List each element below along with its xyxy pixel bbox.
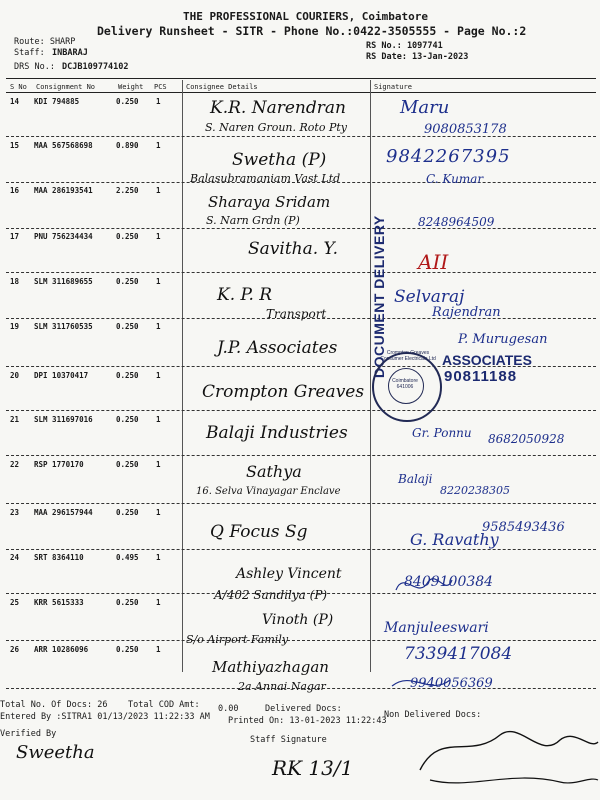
route-label: Route: SHARP	[14, 37, 76, 47]
hw-consignee: 16. Selva Vinayagar Enclave	[196, 486, 341, 497]
col-sno: S No	[10, 83, 27, 91]
row-weight: 0.250	[116, 598, 139, 607]
hw-consignee: Mathiyazhagan	[212, 658, 329, 676]
entered-by: Entered By :SITRA1 01/13/2023 11:22:33 AM	[0, 712, 210, 722]
hw-consignee: A/402 Sandilya (P)	[214, 588, 328, 602]
row-consignment-no: SRT 8364110	[34, 553, 84, 562]
row-sno: 19	[10, 322, 20, 331]
hw-signature: P. Murugesan	[458, 332, 548, 347]
associates-stamp: ASSOCIATES	[442, 352, 532, 368]
row-consignment-no: ARR 10286096	[34, 645, 89, 654]
runsheet-title: Delivery Runsheet - SITR - Phone No.:0422-3505555 - Page No.:2	[97, 24, 527, 38]
total-cod-value: 0.00	[218, 704, 239, 714]
staff-signature-label: Staff Signature	[250, 735, 327, 745]
row-sno: 23	[10, 508, 20, 517]
row-weight: 0.250	[116, 277, 139, 286]
hw-signature: 8220238305	[440, 484, 510, 497]
rs-number: RS No.: 1097741	[366, 41, 443, 51]
row-consignment-no: SLM 311689655	[34, 277, 93, 286]
hw-consignee: Ashley Vincent	[236, 566, 342, 582]
row-weight: 0.250	[116, 645, 139, 654]
row-pcs: 1	[156, 460, 161, 469]
row-weight: 0.250	[116, 232, 139, 241]
hw-consignee: Sathya	[246, 462, 302, 481]
row-pcs: 1	[156, 415, 161, 424]
row-consignment-no: SLM 311760535	[34, 322, 93, 331]
scribble-bottom-right-2	[430, 778, 598, 783]
round-stamp-center-text: Coimbatore 641006	[392, 378, 418, 390]
row-weight: 0.250	[116, 460, 139, 469]
hw-consignee: Vinoth (P)	[262, 612, 334, 628]
row-pcs: 1	[156, 97, 161, 106]
total-docs: Total No. Of Docs: 26	[0, 700, 108, 710]
row-sno: 26	[10, 645, 20, 654]
col-consignment: Consignment No	[36, 83, 96, 91]
hw-consignee: Balaji Industries	[206, 423, 348, 443]
document-delivery-stamp: DOCUMENT DELIVERY	[371, 215, 387, 378]
staff-signature: RK 13/1	[272, 756, 354, 780]
col-consignee: Consignee Details	[186, 83, 258, 91]
row-weight: 0.250	[116, 415, 139, 424]
hw-consignee: Transport	[266, 307, 327, 321]
hw-signature: AII	[418, 250, 449, 274]
verified-signature: Sweetha	[16, 742, 95, 763]
hw-consignee: Balasubramaniam Vast Ltd	[190, 172, 341, 185]
row-sno: 21	[10, 415, 20, 424]
hw-consignee: J.P. Associates	[217, 338, 338, 358]
row-sno: 16	[10, 186, 20, 195]
printed-on: Printed On: 13-01-2023 11:22:43	[228, 716, 387, 726]
row-pcs: 1	[156, 645, 161, 654]
hw-signature: Gr. Ponnu	[412, 426, 472, 440]
row-consignment-no: KDI 794885	[34, 97, 80, 106]
hw-consignee: 2a Annai Nagar	[238, 680, 326, 693]
row-sno: 14	[10, 97, 20, 106]
col-signature: Signature	[374, 83, 412, 91]
hw-signature: Selvaraj	[394, 287, 465, 307]
rs-date: RS Date: 13-Jan-2023	[366, 52, 469, 62]
hw-signature: 7339417084	[404, 644, 513, 664]
row-weight: 0.250	[116, 508, 139, 517]
row-sno: 17	[10, 232, 20, 241]
scribble-row-26	[392, 680, 450, 686]
hw-consignee: Sharaya Sridam	[208, 193, 331, 211]
row-sno: 15	[10, 141, 20, 150]
hw-signature: 9940056369	[410, 676, 493, 691]
row-weight: 0.495	[116, 553, 139, 562]
hw-signature: 9080853178	[424, 122, 507, 137]
staff-value: INBARAJ	[52, 48, 88, 58]
row-pcs: 1	[156, 232, 161, 241]
hw-signature: Manjuleeswari	[384, 620, 489, 636]
row-weight: 2.250	[116, 186, 139, 195]
row-consignment-no: MAA 286193541	[34, 186, 93, 195]
company-title: THE PROFESSIONAL COURIERS, Coimbatore	[183, 10, 429, 23]
staff-label: Staff:	[14, 48, 45, 58]
hw-signature: 8682050928	[488, 432, 565, 446]
hw-signature: 9585493436	[482, 520, 565, 535]
col-pcs: PCS	[154, 83, 167, 91]
row-weight: 0.890	[116, 141, 139, 150]
row-consignment-no: SLM 311697016	[34, 415, 93, 424]
hw-consignee: S/o Airport Family	[186, 633, 289, 646]
row-weight: 0.250	[116, 371, 139, 380]
row-sno: 25	[10, 598, 20, 607]
row-consignment-no: DPI 10370417	[34, 371, 89, 380]
hw-signature: 9842267395	[386, 146, 511, 167]
hw-consignee: S. Naren Groun. Roto Pty	[205, 121, 347, 134]
row-sno: 18	[10, 277, 20, 286]
non-delivered-docs: Non Delivered Docs:	[384, 710, 482, 720]
verified-by: Verified By	[0, 729, 57, 739]
drs-label: DRS No.:	[14, 62, 55, 72]
row-consignment-no: KRR 5615333	[34, 598, 84, 607]
hw-consignee: Swetha (P)	[232, 150, 327, 170]
row-consignment-no: PNU 756234434	[34, 232, 93, 241]
row-pcs: 1	[156, 277, 161, 286]
scribble-bottom-right	[420, 732, 598, 770]
row-consignment-no: RSP 1770170	[34, 460, 84, 469]
scribble-row-24	[396, 579, 452, 590]
hw-signature: Balaji	[398, 472, 433, 486]
hw-consignee: Savitha. Y.	[248, 239, 338, 259]
delivered-docs: Delivered Docs:	[265, 704, 342, 714]
row-consignment-no: MAA 567568698	[34, 141, 93, 150]
hw-consignee: Q Focus Sg	[210, 522, 308, 542]
hw-signature: Maru	[400, 97, 450, 118]
hw-signature: C. Kumar	[426, 172, 484, 186]
row-consignment-no: MAA 296157944	[34, 508, 93, 517]
row-pcs: 1	[156, 186, 161, 195]
hw-consignee: K. P. R	[217, 285, 273, 305]
row-sno: 20	[10, 371, 20, 380]
hw-signature: G. Ravathy	[410, 530, 499, 549]
hw-signature: Rajendran	[432, 305, 501, 320]
row-pcs: 1	[156, 598, 161, 607]
hw-signature: 8409100384	[404, 574, 494, 590]
row-pcs: 1	[156, 371, 161, 380]
hw-consignee: Crompton Greaves	[202, 382, 365, 402]
row-pcs: 1	[156, 508, 161, 517]
hw-consignee: S. Narn Grdn (P)	[206, 214, 300, 227]
hw-consignee: K.R. Narendran	[210, 98, 346, 118]
total-cod-label: Total COD Amt:	[128, 700, 200, 710]
row-pcs: 1	[156, 141, 161, 150]
stamp-phone: 90811188	[444, 368, 518, 385]
row-sno: 24	[10, 553, 20, 562]
round-stamp-outer-text: Crompton Greaves Consumer Electricals Ltd	[380, 350, 436, 362]
row-pcs: 1	[156, 553, 161, 562]
hw-signature: 8248964509	[418, 215, 495, 229]
drs-value: DCJB109774102	[62, 62, 129, 72]
row-weight: 0.250	[116, 97, 139, 106]
row-weight: 0.250	[116, 322, 139, 331]
row-sno: 22	[10, 460, 20, 469]
row-pcs: 1	[156, 322, 161, 331]
col-weight: Weight	[118, 83, 144, 91]
